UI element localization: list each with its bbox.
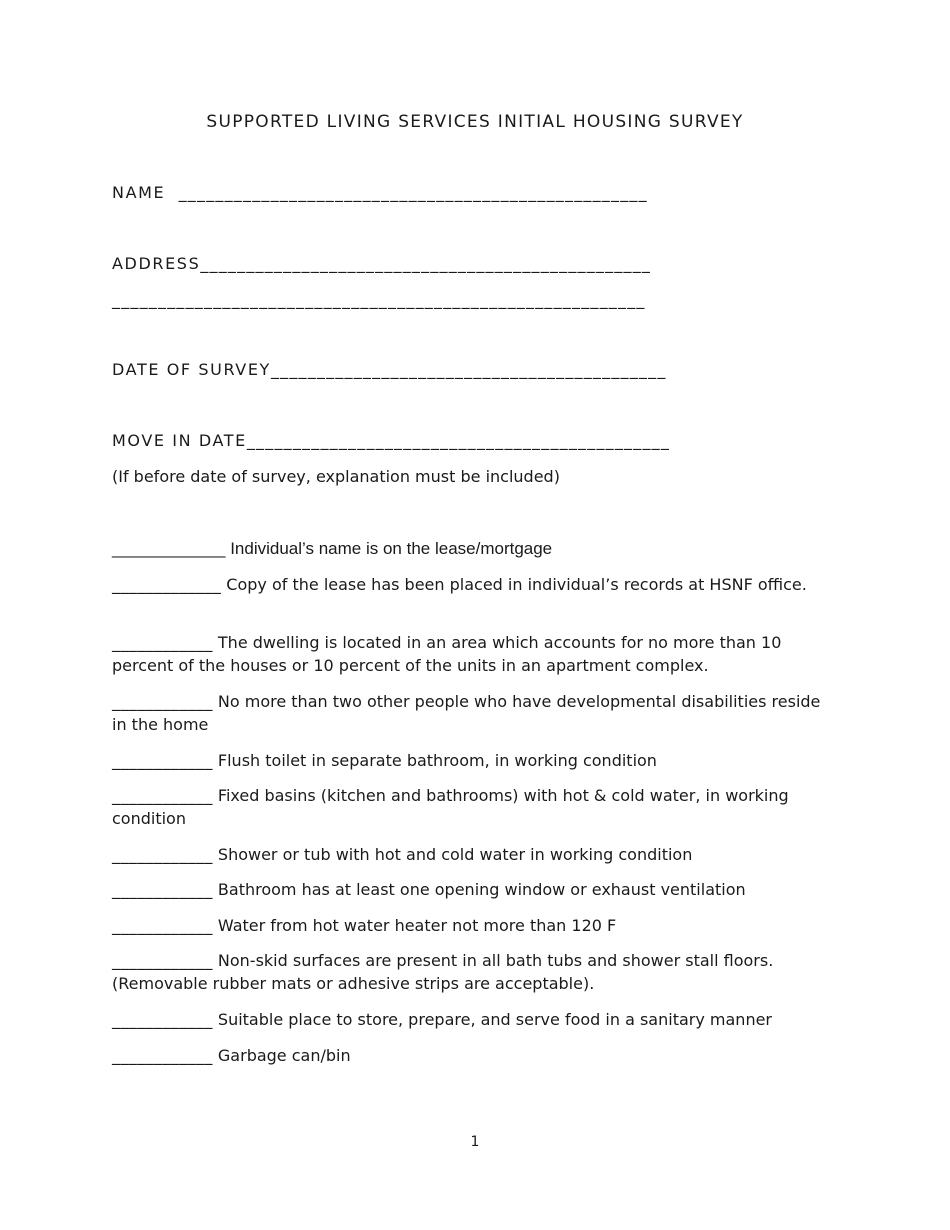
move-in-note: (If before date of survey, explanation must be included) [112,467,560,486]
address-blank-2[interactable]: __________________________________________________________ [112,290,646,309]
name-label: NAME [112,183,166,202]
checklist-item-shower [112,843,832,866]
checklist-text: Individual’s name is on the lease/mortgage [230,539,553,558]
checklist-text: Water from hot water heater not more than 120 F [217,916,617,935]
checklist-blank[interactable]: ____________ [112,786,213,805]
checklist-blank[interactable]: ____________ [112,880,213,899]
document-title: SUPPORTED LIVING SERVICES INITIAL HOUSING SURVEY [206,112,744,132]
move-in-date-field [112,431,670,450]
move-in-date-blank[interactable]: ______________________________________________ [246,431,671,450]
checklist-item-lease-name [112,537,832,560]
checklist-text: The dwelling is located in an area which accounts for no more than 10 percent of the houses or 10 percent of the units in an apartment complex. [112,633,782,675]
date-of-survey-field [112,360,667,379]
checklist-text: Copy of the lease has been placed in individual’s records at HSNF office. [226,575,807,594]
checklist-blank[interactable]: ____________ [112,633,213,652]
checklist-blank[interactable]: ____________ [112,692,213,711]
checklist-item-food [112,1008,832,1031]
checklist-blank[interactable]: ____________ [112,751,213,770]
checklist-item-basins [112,784,832,830]
page-number: 1 [470,1134,480,1150]
checklist-blank[interactable]: ____________ [112,1046,213,1065]
checklist-blank[interactable]: _____________ [112,575,222,594]
address-blank[interactable]: _________________________________________________ [200,254,652,273]
checklist-blank[interactable]: ____________ [112,539,226,558]
address-label: ADDRESS [112,254,201,273]
checklist-blank[interactable]: ____________ [112,1010,213,1029]
name-blank[interactable]: ___________________________________________________ [178,183,648,202]
checklist-item-water-heater [112,914,832,937]
checklist-item-dwelling-area [112,631,832,677]
checklist-item-lease-copy [112,573,832,596]
move-in-date-label: MOVE IN DATE [112,431,247,450]
checklist-text: Flush toilet in separate bathroom, in working condition [217,751,657,770]
checklist-text: Garbage can/bin [217,1046,351,1065]
checklist-item-residents [112,690,832,736]
checklist-text: Non-skid surfaces are present in all bath tubs and shower stall floors. (Removable rubber mats or adhesive strips are acceptable). [112,951,774,993]
checklist-text: Bathroom has at least one opening window or exhaust ventilation [217,880,746,899]
address-line-2 [112,290,646,309]
checklist-blank[interactable]: ____________ [112,845,213,864]
checklist-text: Suitable place to store, prepare, and serve food in a sanitary manner [217,1010,772,1029]
address-field [112,254,651,273]
date-of-survey-label: DATE OF SURVEY [112,360,271,379]
checklist-item-non-skid [112,949,832,995]
checklist-text: Fixed basins (kitchen and bathrooms) with hot & cold water, in working condition [112,786,789,828]
checklist-item-garbage [112,1044,832,1067]
checklist-text: No more than two other people who have developmental disabilities reside in the home [112,692,821,734]
checklist-blank[interactable]: ____________ [112,951,213,970]
checklist-blank[interactable]: ____________ [112,916,213,935]
checklist-item-toilet [112,749,832,772]
checklist-item-ventilation [112,878,832,901]
name-field [112,183,648,202]
date-of-survey-blank[interactable]: ___________________________________________ [270,360,667,379]
checklist-text: Shower or tub with hot and cold water in working condition [217,845,693,864]
